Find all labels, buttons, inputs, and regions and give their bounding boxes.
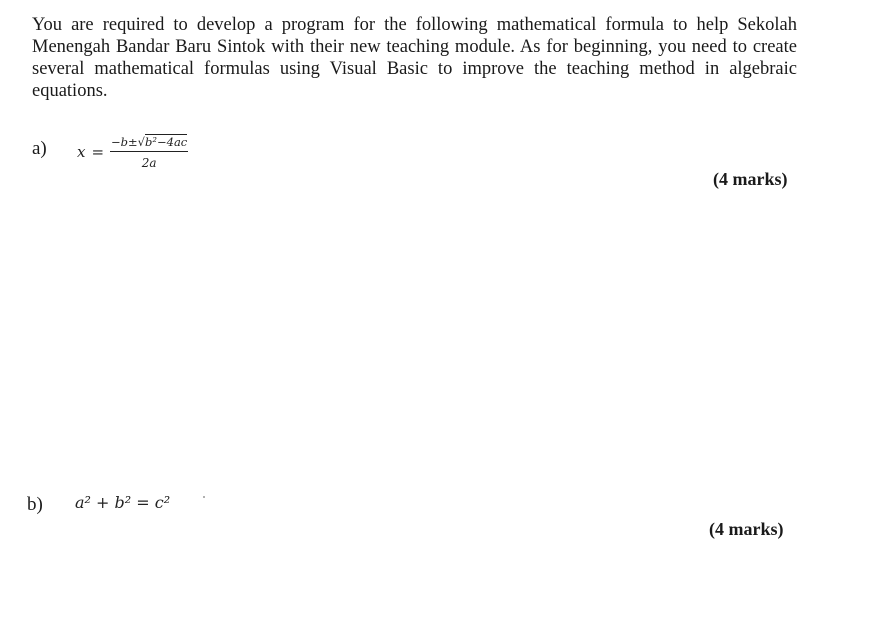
formula-b-plus: + xyxy=(96,493,110,512)
formula-b-term3: c² xyxy=(154,493,171,512)
formula-b-term1: a² xyxy=(75,493,91,512)
question-a-marks: (4 marks) xyxy=(713,169,788,189)
quadratic-formula xyxy=(77,128,188,176)
formula-b-term2: b² xyxy=(114,493,132,512)
formula-a-equals: = xyxy=(91,143,105,161)
formula-a-denominator: 2a xyxy=(141,155,157,170)
question-b-label: b) xyxy=(27,494,43,515)
formula-a-radicand: b²−4ac xyxy=(145,134,188,149)
formula-b-equals: = xyxy=(136,493,150,512)
question-a-label: a) xyxy=(32,138,47,159)
scan-speck xyxy=(203,496,205,498)
formula-a-fraction xyxy=(110,135,188,170)
formula-a-numerator xyxy=(110,135,188,152)
question-intro-paragraph: You are required to develop a program for the following mathematical formula to help Sekolah Menengah Bandar Baru Sintok with their new teaching module. As for beginning, you need to create several mathematical formulas using Visual Basic to improve the teaching method in algebraic equations. xyxy=(32,15,797,101)
question-b-marks: (4 marks) xyxy=(709,519,784,539)
formula-a-numerator-prefix: −b±√ xyxy=(111,134,146,149)
formula-a-lhs: x xyxy=(77,143,86,161)
pythagorean-formula xyxy=(75,493,170,512)
